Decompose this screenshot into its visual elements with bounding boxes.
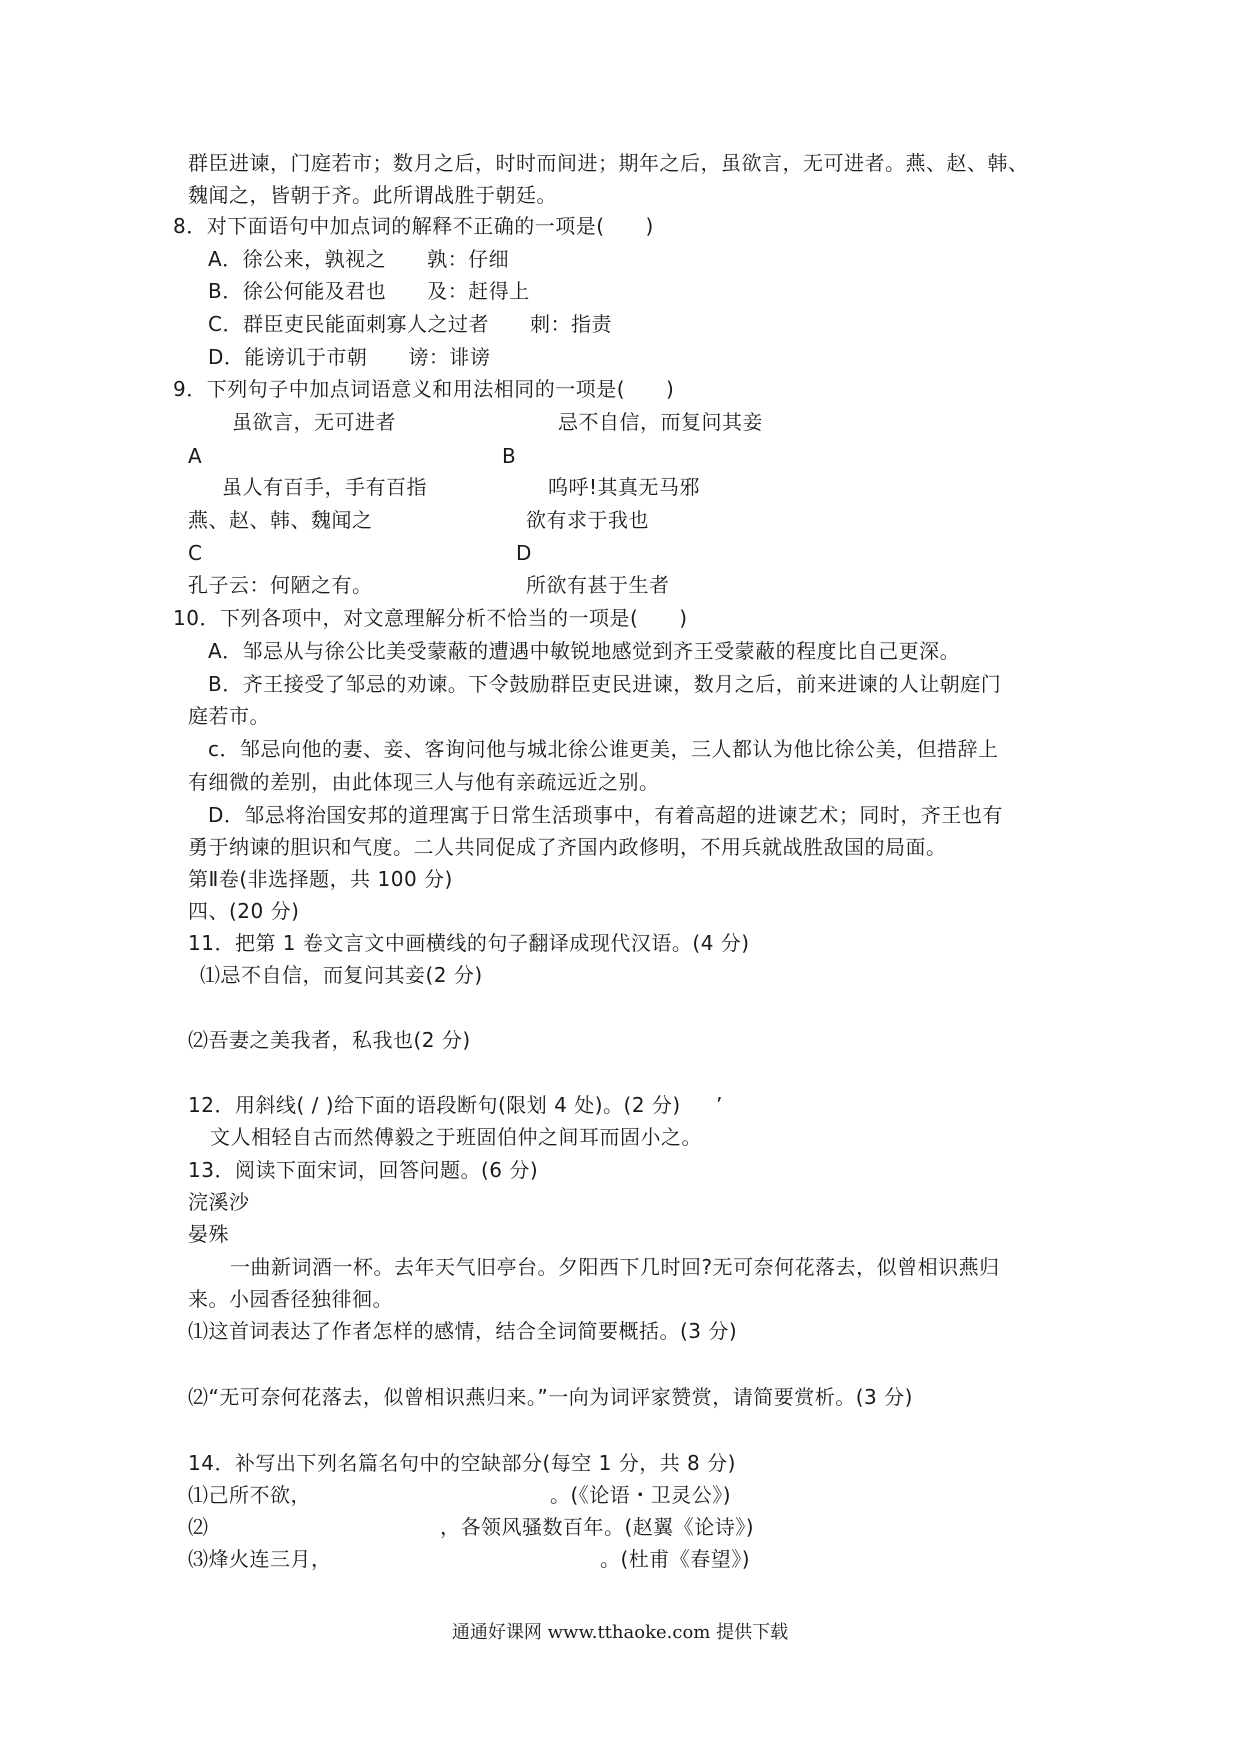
- q10-option-c-cont: 有细微的差别，由此体现三人与他有亲疏远近之别。: [188, 770, 660, 794]
- q9-a-top: 虽欲言，无可进者: [232, 410, 396, 434]
- part-2-title: 第Ⅱ卷(非选择题，共 100 分): [188, 867, 453, 891]
- q14-line-3b: 。(杜甫《春望》): [600, 1547, 751, 1571]
- q10-option-c: c．邹忌向他的妻、妾、客询问他与城北徐公谁更美，三人都认为他比徐公美，但措辞上: [208, 737, 999, 761]
- q9-c-top: 虽人有百手，手有百指: [222, 475, 427, 499]
- q14-line-3a: ⑶烽火连三月，: [188, 1547, 332, 1571]
- q8-option-a: A．徐公来，孰视之 孰：仔细: [208, 247, 510, 271]
- q9-d-bottom: 所欲有甚于生者: [526, 573, 670, 597]
- q11-sub-2: ⑵吾妻之美我者，私我也(2 分): [188, 1028, 471, 1052]
- q13-sub-2: ⑵“无可奈何花落去，似曾相识燕归来。”一向为词评家赞赏，请简要赏析。(3 分): [188, 1385, 913, 1409]
- q14-line-2b: ，各领风骚数百年。(赵翼《论诗》): [440, 1515, 755, 1539]
- q9-a-bottom: 燕、赵、韩、魏闻之: [188, 508, 373, 532]
- passage-line: 群臣进谏，门庭若市；数月之后，时时而间进；期年之后，虽欲言，无可进者。燕、赵、韩、: [188, 151, 1029, 175]
- q10-option-d-cont: 勇于纳谏的胆识和气度。二人共同促成了齐国内政修明，不用兵就战胜敌国的局面。: [188, 835, 947, 859]
- q9-label-c: C: [188, 541, 203, 565]
- q8-option-d: D．能谤讥于市朝 谤：诽谤: [208, 345, 491, 369]
- q10-option-b-cont: 庭若市。: [188, 704, 270, 728]
- poem-title: 浣溪沙: [188, 1190, 250, 1214]
- q8-option-c: C．群臣吏民能面刺寡人之过者 刺：指责: [208, 312, 612, 336]
- question-12-stem: 12．用斜线( / )给下面的语段断句(限划 4 处)。(2 分): [188, 1093, 681, 1117]
- q10-option-d: D．邹忌将治国安邦的道理寓于日常生活琐事中，有着高超的进谏艺术；同时，齐王也有: [208, 803, 1003, 827]
- poem-author: 晏殊: [188, 1222, 229, 1246]
- question-13-stem: 13．阅读下面宋词，回答问题。(6 分): [188, 1158, 539, 1182]
- q11-sub-1: ⑴忌不自信，而复问其妾(2 分): [200, 963, 483, 987]
- stray-mark: ’: [716, 1093, 723, 1117]
- q9-label-d: D: [516, 541, 532, 565]
- footer-credit: 通通好课网 www.tthaoke.com 提供下载: [451, 1622, 789, 1643]
- question-10-stem: 10．下列各项中，对文意理解分析不恰当的一项是( ): [173, 606, 688, 630]
- q9-label-a: A: [188, 444, 203, 468]
- passage-line: 魏闻之，皆朝于齐。此所谓战胜于朝廷。: [188, 183, 557, 207]
- question-8-stem: 8．对下面语句中加点词的解释不正确的一项是( ): [173, 214, 654, 238]
- q14-line-1a: ⑴己所不欲，: [188, 1483, 311, 1507]
- question-11-stem: 11．把第 1 卷文言文中画横线的句子翻译成现代汉语。(4 分): [188, 931, 750, 955]
- q14-line-2a: ⑵: [188, 1515, 209, 1539]
- q9-d-top: 呜呼!其真无马邪: [548, 475, 701, 499]
- q14-line-1b: 。(《论语・卫灵公》): [550, 1483, 732, 1507]
- q8-option-b: B．徐公何能及君也 及：赶得上: [208, 279, 530, 303]
- q9-label-b: B: [502, 444, 517, 468]
- q9-b-bottom: 欲有求于我也: [526, 508, 649, 532]
- q9-b-top: 忌不自信，而复问其妾: [558, 410, 763, 434]
- q10-option-b: B．齐王接受了邹忌的劝谏。下令鼓励群臣吏民进谏，数月之后，前来进谏的人让朝庭门: [208, 672, 1002, 696]
- question-14-stem: 14．补写出下列名篇名句中的空缺部分(每空 1 分，共 8 分): [188, 1451, 736, 1475]
- q13-sub-1: ⑴这首词表达了作者怎样的感情，结合全词简要概括。(3 分): [188, 1319, 738, 1343]
- poem-line: 来。小园香径独徘徊。: [188, 1287, 393, 1311]
- q9-c-bottom: 孔子云：何陋之有。: [188, 573, 373, 597]
- question-9-stem: 9．下列句子中加点词语意义和用法相同的一项是( ): [173, 377, 675, 401]
- q12-text: 文人相轻自古而然傅毅之于班固伯仲之间耳而固小之。: [210, 1125, 702, 1149]
- q10-option-a: A．邹忌从与徐公比美受蒙蔽的遭遇中敏锐地感觉到齐王受蒙蔽的程度比自己更深。: [208, 639, 961, 663]
- section-4-heading: 四、(20 分): [188, 899, 300, 923]
- poem-line: 一曲新词酒一杯。去年天气旧亭台。夕阳西下几时回?无可奈何花落去，似曾相识燕归: [230, 1255, 1000, 1279]
